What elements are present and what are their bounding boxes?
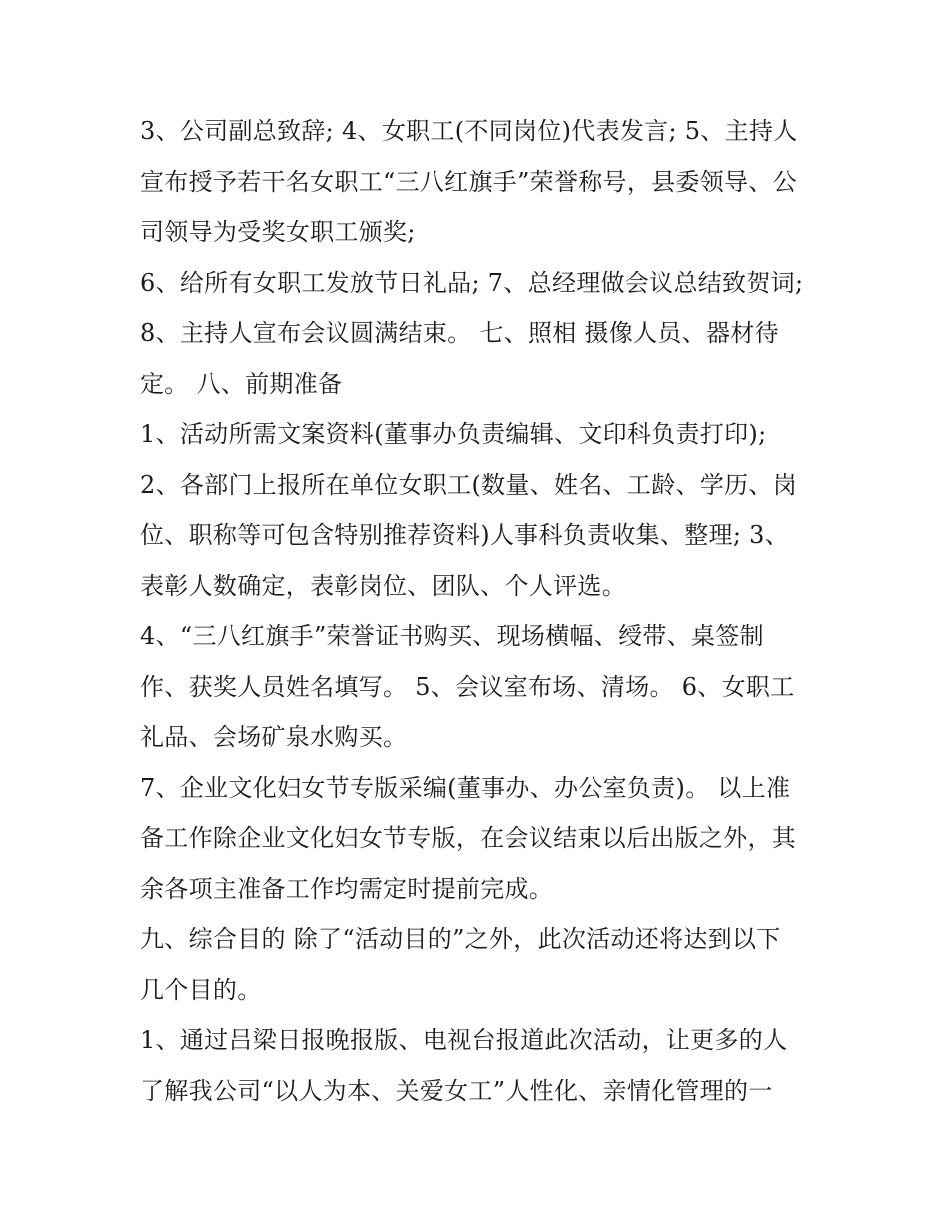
text-line: 司领导为受奖女职工颁奖; [140, 218, 416, 246]
text-line: 宣布授予若干名女职工“三八红旗手”荣誉称号，县委领导、公 [140, 167, 797, 196]
text-line: 6、给所有女职工发放节日礼品; 7、总经理做会议总结致贺词; [140, 268, 804, 297]
text-line: 作、获奖人员姓名填写。 5、会议室布场、清场。 6、女职工 [140, 672, 795, 701]
text-line: 备工作除企业文化妇女节专版，在会议结束以后出版之外，其 [140, 824, 797, 852]
text-line: 2、各部门上报所在单位女职工(数量、姓名、工龄、学历、岗 [140, 470, 798, 499]
document-body [140, 106, 820, 1116]
text-line: 九、综合目的 除了“活动目的”之外，此次活动还将达到以下 [140, 925, 781, 953]
text-line: 8、主持人宣布会议圆满结束。 七、照相 摄像人员、器材待 [140, 319, 779, 347]
text-line: 了解我公司“以人为本、关爱女工”人性化、亲情化管理的一 [140, 1076, 773, 1105]
text-line: 1、通过吕梁日报晚报版、电视台报道此次活动，让更多的人 [140, 1026, 788, 1054]
text-line: 定。 八、前期准备 [140, 369, 343, 398]
text-line: 礼品、会场矿泉水购买。 [140, 723, 408, 751]
text-line: 1、活动所需文案资料(董事办负责编辑、文印科负责打印); [140, 420, 767, 448]
text-line: 3、公司副总致辞; 4、女职工(不同岗位)代表发言; 5、主持人 [140, 117, 798, 145]
text-line: 几个目的。 [140, 975, 262, 1004]
text-line: 余各项主准备工作均需定时提前完成。 [140, 874, 554, 903]
text-line: 位、职称等可包含特别推荐资料)人事科负责收集、整理; 3、 [140, 521, 790, 549]
text-line: 表彰人数确定，表彰岗位、团队、个人评选。 [140, 571, 626, 600]
text-line: 7、企业文化妇女节专版采编(董事办、办公室负责)。 以上准 [140, 773, 791, 802]
text-line: 4、“三八红旗手”荣誉证书购买、现场横幅、绶带、桌签制 [140, 622, 764, 650]
